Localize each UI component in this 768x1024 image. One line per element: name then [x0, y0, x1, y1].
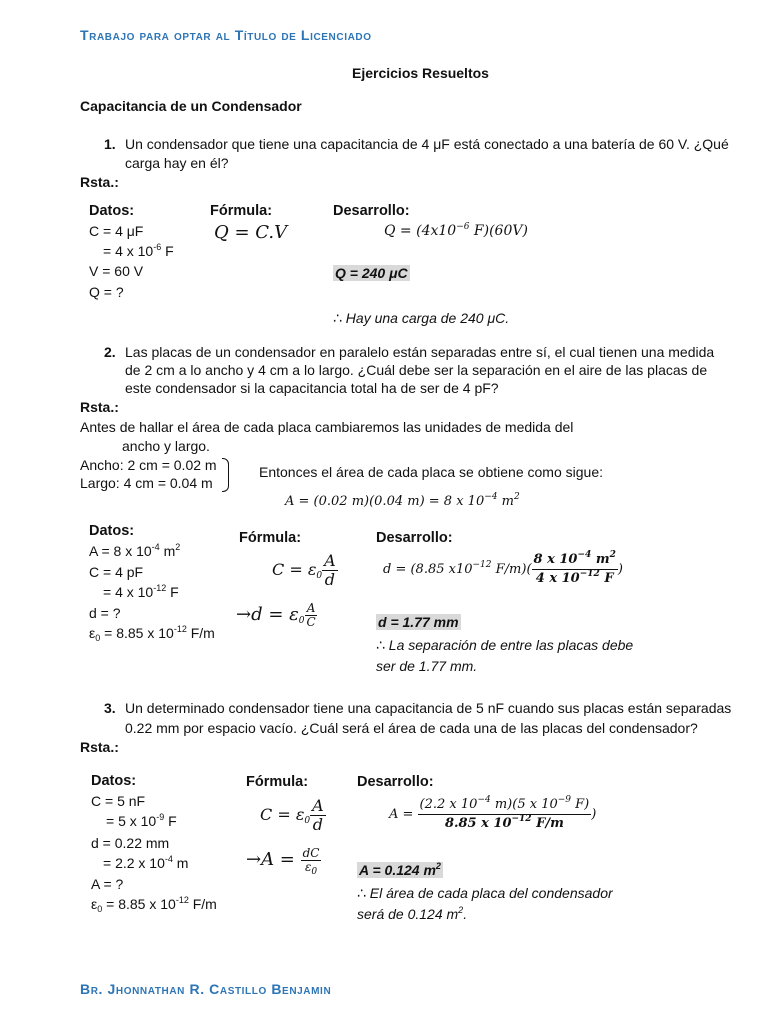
ex1-desarrollo-label: Desarrollo: [333, 203, 410, 219]
ex3-result: A = 0.124 $m^2$ [359, 861, 441, 878]
ex2-formula-label: Fórmula: [239, 530, 302, 546]
ex3-datos-c: C = 5 nF [91, 793, 146, 809]
ex2-question-line1: Las placas de un condensador en paralelo están separadas entre sí, el cual tienen una medida [125, 344, 715, 360]
ex2-largo: Largo: 4 cm = 0.04 m [80, 475, 213, 491]
ex2-formula-1: $C = \varepsilon_0$ $\frac{A}{d}$ [272, 551, 336, 589]
ex3-datos-e0: $\varepsilon_0 = 8.85$ x $10^{-12}$ F/m [91, 895, 217, 914]
ex2-datos-a: A = 8 x $10^{-4}$ $m^2$ [89, 542, 181, 559]
ex2-datos-e0: $\varepsilon_0 = 8.85$ x $10^{-12}$ F/m [89, 624, 215, 643]
ex1-conclusion: ∴ Hay una carga de 240 μC. [333, 310, 510, 326]
ex3-datos-d2: = 2.2 x $10^{-4}$ m [103, 854, 189, 871]
ex3-conclusion-line2: será de 0.124 $m^2$. [357, 905, 468, 922]
ex2-conclusion-line2: ser de 1.77 mm. [376, 658, 478, 674]
page-title: Ejercicios Resueltos [352, 65, 489, 81]
ex2-datos-label: Datos: [89, 523, 135, 539]
ex2-area-text: Entonces el área de cada placa se obtiene como sigue: [259, 464, 604, 480]
ex2-desarrollo-equation: d = (8.85 $x10^{-12}$ F/m)( $\frac{8 x 10^{-4} m^2}{4 x 10^{-12} F}$ ) [383, 550, 623, 586]
ex2-datos-c2: = 4 x $10^{-12}$ F [103, 583, 179, 600]
ex1-question-line2: carga hay en él? [125, 155, 229, 171]
ex3-question-line2: 0.22 mm por espacio vacío. ¿Cuál será el área de cada una de las placas del condensador? [125, 720, 698, 736]
ex1-number: 1. [104, 136, 116, 152]
ex1-datos-c2: = 4 x $10^{-6}$ F [103, 242, 174, 259]
ex1-datos-label: Datos: [89, 203, 135, 219]
ex1-datos-c: C = 4 μF [89, 223, 144, 239]
ex3-datos-label: Datos: [91, 773, 137, 789]
ex1-result: Q = 240 μC [335, 265, 408, 281]
ex2-formula-2: $\to d = \varepsilon_0$ $\frac{A}{C}$ [236, 600, 316, 629]
ex2-conclusion-line1: ∴ La separación de entre las placas debe [376, 637, 634, 653]
ex3-datos-d: d = 0.22 mm [91, 835, 170, 851]
ex1-rsta: Rsta.: [80, 174, 119, 190]
ex1-datos-v: V = 60 V [89, 263, 144, 279]
ex3-formula-label: Fórmula: [246, 774, 309, 790]
ex3-number: 3. [104, 700, 116, 716]
ex1-formula-label: Fórmula: [210, 203, 273, 219]
ex2-ancho: Ancho: 2 cm = 0.02 m [80, 457, 217, 473]
ex3-formula-1: $C = \varepsilon_0$ $\frac{A}{d}$ [260, 796, 324, 834]
ex3-rsta: Rsta.: [80, 739, 119, 755]
ex3-conclusion-line1: ∴ El área de cada placa del condensador [357, 885, 613, 901]
ex2-area-formula: A = (0.02 m)(0.04 m) = 8 x $10^{-4}$ $m^2$ [285, 492, 520, 509]
ex3-question-line1: Un determinado condensador tiene una capacitancia de 5 nF cuando sus placas están separadas [125, 700, 732, 716]
ex3-desarrollo-label: Desarrollo: [357, 774, 434, 790]
ex2-result: d = 1.77 mm [378, 614, 459, 630]
ex2-datos-d: d = ? [89, 605, 121, 621]
ex2-question-line2: de 2 cm a lo ancho y 4 cm a lo largo. ¿Cuál debe ser la separación en el aire de las placas de [125, 362, 708, 378]
document-header: Trabajo para optar al Título de Licenciado [80, 27, 372, 43]
section-title: Capacitancia de un Condensador [80, 98, 302, 114]
ex3-datos-c2: = 5 x $10^{-9}$ F [106, 812, 177, 829]
ex2-rsta: Rsta.: [80, 399, 119, 415]
ex1-datos-q: Q = ? [89, 284, 124, 300]
ex2-number: 2. [104, 344, 116, 360]
ex1-question-line1: Un condensador que tiene una capacitancia de 4 μF está conectado a una batería de 60 V. ¿Qué [125, 136, 729, 152]
ex2-desarrollo-label: Desarrollo: [376, 530, 453, 546]
ex1-desarrollo-equation: $Q = (4x10^{-6}$ F)(60V) [384, 222, 528, 239]
ex2-intro-line1: Antes de hallar el área de cada placa cambiaremos las unidades de medida del [80, 419, 574, 435]
ex2-brace [222, 458, 229, 492]
ex2-datos-c: C = 4 pF [89, 564, 144, 580]
ex1-formula: Q = C.V [214, 222, 288, 243]
ex2-question-line3: este condensador si la capacitancia total ha de ser de 4 pF? [125, 380, 499, 396]
ex3-desarrollo-equation: A = $\frac{(2.2 x 10^{-4} m)(5 x 10^{-9} F)}{8.85 x 10^{-12} F/m}$ ) [389, 795, 597, 831]
ex3-datos-a: A = ? [91, 876, 124, 892]
document-footer-author: Br. Jhonnathan R. Castillo Benjamin [80, 981, 332, 997]
ex2-intro-line2: ancho y largo. [122, 438, 210, 454]
ex3-formula-2: →A = $\frac{dC}{\varepsilon_0}$ [246, 845, 320, 877]
